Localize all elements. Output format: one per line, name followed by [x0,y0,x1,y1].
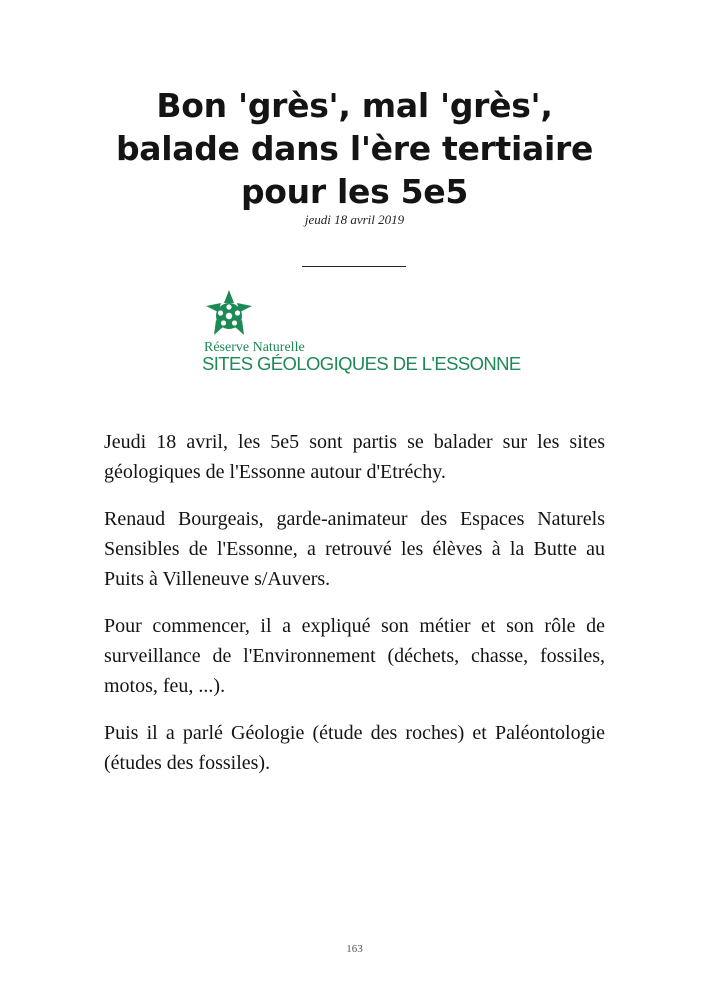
paragraph: Renaud Bourgeais, garde-animateur des Espaces Naturels Sensibles de l'Essonne, a retrouvé les élèves à la Butte au Puits à Villeneuve s/Auvers. [104,508,605,590]
star-logo-icon [204,290,254,340]
article-title: Bon 'grès', mal 'grès', balade dans l'ère tertiaire pour les 5e5 [115,86,594,211]
paragraph: Pour commencer, il a expliqué son métier et son rôle de surveillance de l'Environnement (déchets, chasse, fossiles, motos, feu, ...). [104,615,605,697]
page-number: 163 [346,943,363,955]
paragraph: Puis il a parlé Géologie (étude des roches) et Paléontologie (études des fossiles). [104,722,605,774]
article-date: jeudi 18 avril 2019 [304,212,405,227]
reserve-logo [202,290,521,380]
article-body [104,427,605,795]
logo-subtitle: Réserve Naturelle [204,340,305,355]
paragraph: Jeudi 18 avril, les 5e5 sont partis se balader sur les sites géologiques de l'Essonne autour d'Etréchy. [104,431,605,483]
logo-name: SITES GÉOLOGIQUES DE L'ESSONNE [202,353,521,374]
title-separator [302,266,406,267]
